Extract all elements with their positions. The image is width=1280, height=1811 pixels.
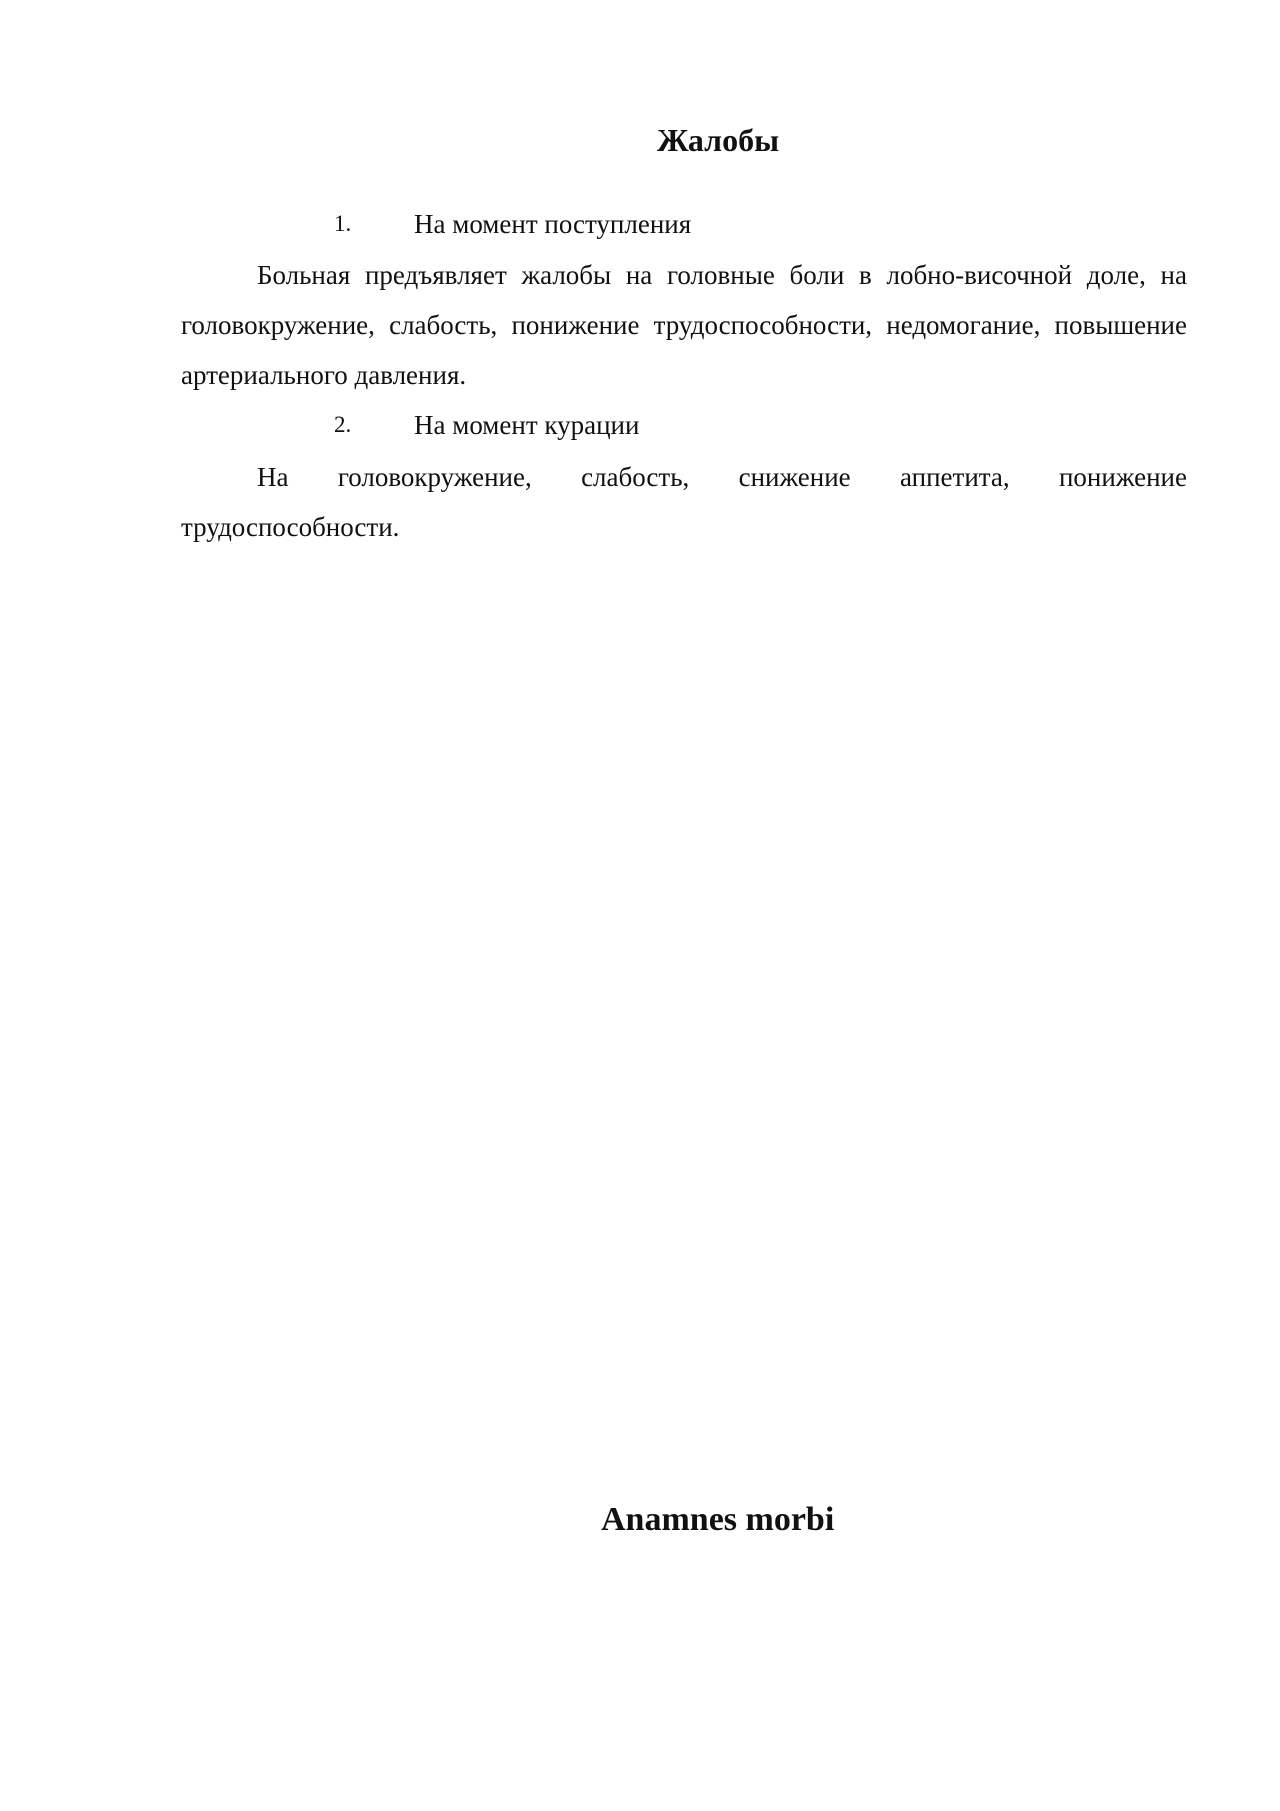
paragraph-curation-complaints: На головокружение, слабость, снижение аппетита, понижение трудоспособности. <box>181 462 1187 542</box>
list-number: 1. <box>334 211 352 236</box>
section-heading-anamnes-morbi: Anamnes morbi <box>601 1501 835 1538</box>
section-heading-complaints: Жалобы <box>657 122 780 158</box>
paragraph-admission-complaints: Больная предъявляет жалобы на головные боли в лобно-височной доле, на головокружение, слабость, понижение трудоспособности, недомогание, повышение артериального давления. <box>181 260 1187 390</box>
list-item-title: На момент курации <box>414 410 640 440</box>
list-item-title: На момент поступления <box>414 209 692 239</box>
list-number: 2. <box>334 412 352 437</box>
